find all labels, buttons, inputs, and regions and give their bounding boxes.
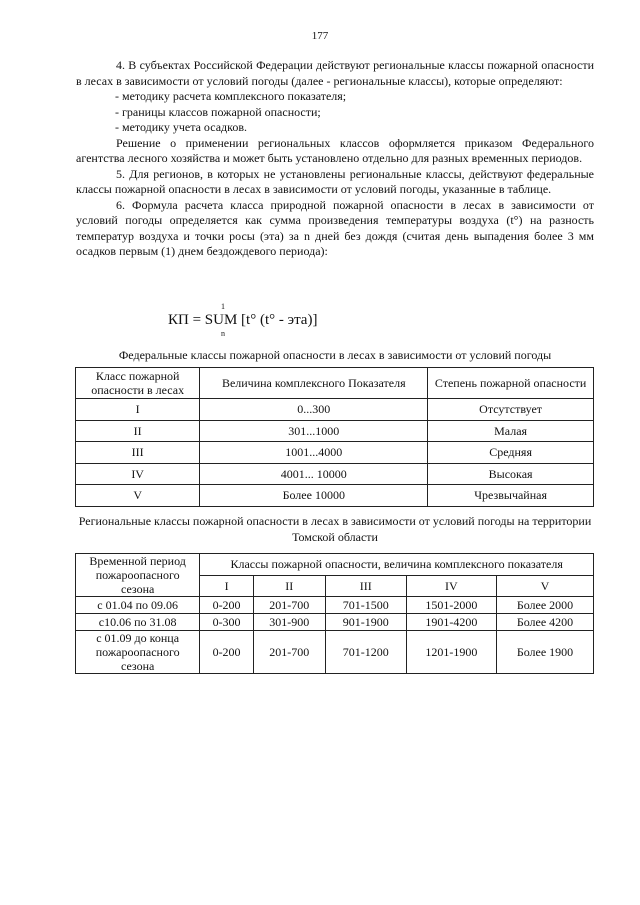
- table-cell: IV: [76, 463, 200, 485]
- formula: [168, 302, 468, 342]
- classes-header: Классы пожарной опасности, величина комплексного показателя: [200, 554, 594, 576]
- regional-classes-table: [75, 553, 594, 674]
- table-row: [76, 463, 594, 485]
- table-cell: Более 1900: [497, 631, 594, 674]
- list-item: - методику расчета комплексного показателя;: [115, 89, 347, 103]
- formula-lower-limit: n: [221, 329, 225, 338]
- column-header: Степень пожарной опасности: [428, 368, 594, 399]
- table-cell: III: [76, 442, 200, 464]
- table-cell: 0-200: [200, 631, 254, 674]
- class-header: III: [325, 575, 406, 597]
- table-cell: II: [76, 420, 200, 442]
- table-cell: 1201-1900: [406, 631, 496, 674]
- table-cell: 201-700: [253, 597, 325, 614]
- table-cell: Высокая: [428, 463, 594, 485]
- table-cell: 0...300: [200, 399, 428, 421]
- table-cell: 201-700: [253, 631, 325, 674]
- column-header: Класс пожарной опасности в лесах: [76, 368, 200, 399]
- table-cell: 1501-2000: [406, 597, 496, 614]
- paragraph-6: 6. Формула расчета класса природной пожарной опасности в лесах в зависимости от условий погоды определяется как сумма произведения температуры воздуха (t°) на разность температур воздуха и точки росы (эта) за n дней без дождя (считая день выпадения более 3 мм осадков первым (1) днем бездождевого периода):: [76, 197, 594, 258]
- table-cell: Более 2000: [497, 597, 594, 614]
- table-cell: 1001...4000: [200, 442, 428, 464]
- table-row: [76, 631, 594, 674]
- paragraph-4: 4. В субъектах Российской Федерации действуют региональные классы пожарной опасности в лесах в зависимости от условий погоды (далее - региональные классы), которые определяют:: [76, 58, 594, 88]
- table-cell: 0-200: [200, 597, 254, 614]
- class-header: V: [497, 575, 594, 597]
- table-row: [76, 614, 594, 631]
- table-cell: Малая: [428, 420, 594, 442]
- table-row: [76, 597, 594, 614]
- table-cell: с10.06 по 31.08: [76, 614, 200, 631]
- table-cell: 301...1000: [200, 420, 428, 442]
- page-number: 177: [311, 30, 329, 42]
- table-row: [76, 420, 594, 442]
- table-cell: 4001... 10000: [200, 463, 428, 485]
- table-cell: с 01.09 до конца пожароопасного сезона: [76, 631, 200, 674]
- federal-classes-table: [75, 367, 594, 507]
- table-cell: 901-1900: [325, 614, 406, 631]
- table-cell: 0-300: [200, 614, 254, 631]
- table-cell: 301-900: [253, 614, 325, 631]
- table-cell: Отсутствует: [428, 399, 594, 421]
- table-cell: 701-1200: [325, 631, 406, 674]
- table-cell: Более 10000: [200, 485, 428, 507]
- table-header-row: [76, 368, 594, 399]
- formula-upper-limit: 1: [221, 302, 225, 311]
- table-cell: с 01.04 по 09.06: [76, 597, 200, 614]
- period-header: Временной период пожароопасного сезона: [76, 554, 200, 597]
- table-cell: V: [76, 485, 200, 507]
- class-header: II: [253, 575, 325, 597]
- table-cell: 1901-4200: [406, 614, 496, 631]
- regional-table-caption: Региональные классы пожарной опасности в лесах в зависимости от условий погоды на территории Томской области: [78, 514, 592, 544]
- table-row: [76, 442, 594, 464]
- paragraph-5: 5. Для регионов, в которых не установлены региональные классы, действуют федеральные классы пожарной опасности в лесах в зависимости от условий погоды, указанные в таблице.: [76, 166, 594, 196]
- table-row: [76, 485, 594, 507]
- table-header-row: [76, 554, 594, 576]
- class-header: IV: [406, 575, 496, 597]
- paragraph-decision: Решение о применении региональных классов оформляется приказом Федерального агентства лесного хозяйства и может быть установлено отдельно для разных временных периодов.: [76, 135, 594, 165]
- table-cell: Средняя: [428, 442, 594, 464]
- table-cell: I: [76, 399, 200, 421]
- list-item: - методику учета осадков.: [115, 120, 248, 134]
- federal-table-caption: Федеральные классы пожарной опасности в лесах в зависимости от условий погоды: [118, 348, 552, 362]
- table-cell: Более 4200: [497, 614, 594, 631]
- column-header: Величина комплексного Показателя: [200, 368, 428, 399]
- list-item: - границы классов пожарной опасности;: [115, 104, 321, 119]
- class-header: I: [200, 575, 254, 597]
- body-text: [76, 58, 594, 260]
- table-cell: Чрезвычайная: [428, 485, 594, 507]
- table-cell: 701-1500: [325, 597, 406, 614]
- table-row: [76, 399, 594, 421]
- formula-expression: КП = SUM [t° (t° - эта)]: [168, 312, 318, 328]
